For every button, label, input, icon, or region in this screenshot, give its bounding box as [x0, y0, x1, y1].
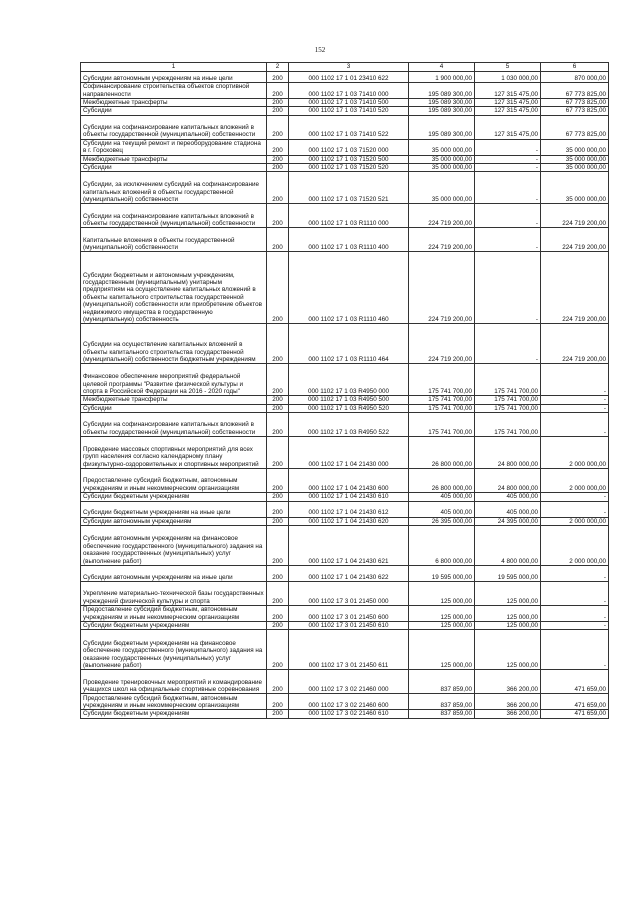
table-row	[81, 606, 609, 622]
budget-table	[80, 62, 609, 719]
table-row	[81, 228, 609, 252]
header-cell: 6	[541, 63, 609, 72]
row-code-cell: 200	[267, 364, 289, 396]
row-kbk-cell: 000 1102 17 3 02 21460 610	[289, 710, 409, 718]
table-row	[81, 172, 609, 204]
row-name-cell: Субсидии на софинансирование капитальных вложений в объекты государственной (муниципальной) собственности	[81, 115, 267, 139]
row-approved-cell: 6 800 000,00	[409, 526, 475, 566]
header-row	[81, 63, 609, 72]
row-regional-cell: 35 000 000,00	[541, 155, 609, 163]
row-code-cell: 200	[267, 493, 289, 501]
row-regional-cell: 471 659,00	[541, 670, 609, 694]
row-code-cell: 200	[267, 99, 289, 107]
row-kbk-cell: 000 1102 17 3 01 21450 000	[289, 582, 409, 606]
row-federal-cell: 127 315 475,00	[475, 115, 541, 139]
row-regional-cell: 35 000 000,00	[541, 164, 609, 172]
table-row	[81, 413, 609, 437]
row-approved-cell: 125 000,00	[409, 582, 475, 606]
row-approved-cell: 195 089 300,00	[409, 83, 475, 99]
row-name-cell: Субсидии бюджетным учреждениям	[81, 622, 267, 630]
row-name-cell: Субсидии бюджетным учреждениям	[81, 710, 267, 718]
row-name-cell: Предоставление субсидий бюджетным, автономным учреждениям и иным некоммерческим организациям	[81, 606, 267, 622]
table-row	[81, 99, 609, 107]
header-cell: 2	[267, 63, 289, 72]
row-regional-cell: -	[541, 364, 609, 396]
row-code-cell: 200	[267, 204, 289, 228]
row-code-cell: 200	[267, 582, 289, 606]
row-kbk-cell: 000 1102 17 1 03 R4950 000	[289, 364, 409, 396]
row-code-cell: 200	[267, 155, 289, 163]
table-row	[81, 364, 609, 396]
row-federal-cell: 175 741 700,00	[475, 404, 541, 412]
row-federal-cell: 405 000,00	[475, 501, 541, 517]
table-row	[81, 139, 609, 155]
row-kbk-cell: 000 1102 17 1 03 71520 500	[289, 155, 409, 163]
row-regional-cell: 35 000 000,00	[541, 172, 609, 204]
row-code-cell: 200	[267, 413, 289, 437]
row-code-cell: 200	[267, 630, 289, 670]
row-code-cell: 200	[267, 107, 289, 115]
row-kbk-cell: 000 1102 17 1 03 71410 522	[289, 115, 409, 139]
row-approved-cell: 1 900 000,00	[409, 72, 475, 83]
table-row	[81, 115, 609, 139]
row-regional-cell: 471 659,00	[541, 694, 609, 710]
header-cell: 1	[81, 63, 267, 72]
table-row	[81, 155, 609, 163]
row-federal-cell: 405 000,00	[475, 493, 541, 501]
row-approved-cell: 837 859,00	[409, 694, 475, 710]
row-code-cell: 200	[267, 115, 289, 139]
row-kbk-cell: 000 1102 17 1 03 R1110 460	[289, 252, 409, 324]
row-federal-cell: 4 800 000,00	[475, 526, 541, 566]
row-regional-cell: 67 773 825,00	[541, 107, 609, 115]
row-code-cell: 200	[267, 501, 289, 517]
row-federal-cell: 125 000,00	[475, 606, 541, 622]
row-federal-cell: 24 800 000,00	[475, 437, 541, 469]
row-name-cell: Межбюджетные трансферты	[81, 396, 267, 404]
table-row	[81, 396, 609, 404]
row-name-cell: Субсидии бюджетным учреждениям на финансовое обеспечение государственного (муниципального) задания на оказание государственных (муниципальных) услуг (выполнение работ)	[81, 630, 267, 670]
row-approved-cell: 26 395 000,00	[409, 517, 475, 525]
row-regional-cell: 67 773 825,00	[541, 115, 609, 139]
row-federal-cell: -	[475, 155, 541, 163]
row-code-cell: 200	[267, 404, 289, 412]
row-kbk-cell: 000 1102 17 3 01 21450 610	[289, 622, 409, 630]
row-kbk-cell: 000 1102 17 1 03 R1110 464	[289, 324, 409, 364]
row-name-cell: Субсидии бюджетным учреждениям	[81, 493, 267, 501]
row-regional-cell: 2 000 000,00	[541, 526, 609, 566]
row-name-cell: Софинансирование строительства объектов спортивной направленности	[81, 83, 267, 99]
row-kbk-cell: 000 1102 17 1 04 21430 612	[289, 501, 409, 517]
row-code-cell: 200	[267, 83, 289, 99]
row-federal-cell: -	[475, 172, 541, 204]
row-kbk-cell: 000 1102 17 1 03 R4950 520	[289, 404, 409, 412]
row-federal-cell: 125 000,00	[475, 582, 541, 606]
table-row	[81, 324, 609, 364]
row-federal-cell: -	[475, 252, 541, 324]
table-row	[81, 469, 609, 493]
row-regional-cell: 471 659,00	[541, 710, 609, 718]
table-row	[81, 622, 609, 630]
row-code-cell: 200	[267, 324, 289, 364]
row-approved-cell: 405 000,00	[409, 493, 475, 501]
row-name-cell: Субсидии автономным учреждениям	[81, 517, 267, 525]
table-row	[81, 107, 609, 115]
table-row	[81, 252, 609, 324]
row-regional-cell: 35 000 000,00	[541, 139, 609, 155]
row-regional-cell: 2 000 000,00	[541, 517, 609, 525]
row-federal-cell: 19 595 000,00	[475, 566, 541, 582]
row-approved-cell: 195 089 300,00	[409, 99, 475, 107]
row-name-cell: Субсидии на софинансирование капитальных вложений в объекты государственной (муниципальной) собственности	[81, 413, 267, 437]
row-federal-cell: 127 315 475,00	[475, 99, 541, 107]
row-code-cell: 200	[267, 694, 289, 710]
row-kbk-cell: 000 1102 17 1 03 R1110 400	[289, 228, 409, 252]
row-name-cell: Проведение тренировочных мероприятий и командирование учащихся школ на официальные спортивные соревнования	[81, 670, 267, 694]
row-approved-cell: 125 000,00	[409, 630, 475, 670]
row-regional-cell: -	[541, 396, 609, 404]
row-name-cell: Межбюджетные трансферты	[81, 155, 267, 163]
row-approved-cell: 224 719 200,00	[409, 324, 475, 364]
row-name-cell: Субсидии на софинансирование капитальных вложений в объекты государственной (муниципальной) собственности	[81, 204, 267, 228]
table-row	[81, 72, 609, 83]
row-regional-cell: 224 719 200,00	[541, 204, 609, 228]
row-kbk-cell: 000 1102 17 1 03 71410 000	[289, 83, 409, 99]
row-approved-cell: 175 741 700,00	[409, 404, 475, 412]
row-code-cell: 200	[267, 252, 289, 324]
row-kbk-cell: 000 1102 17 1 04 21430 621	[289, 526, 409, 566]
row-federal-cell: 366 200,00	[475, 670, 541, 694]
row-federal-cell: 175 741 700,00	[475, 364, 541, 396]
row-name-cell: Субсидии, за исключением субсидий на софинансирование капитальных вложений в объекты государственной (муниципальной) собственности	[81, 172, 267, 204]
row-regional-cell: 870 000,00	[541, 72, 609, 83]
row-kbk-cell: 000 1102 17 3 02 21460 600	[289, 694, 409, 710]
row-federal-cell: 125 000,00	[475, 630, 541, 670]
row-code-cell: 200	[267, 710, 289, 718]
row-kbk-cell: 000 1102 17 1 04 21430 610	[289, 493, 409, 501]
row-name-cell: Субсидии автономным учреждениям на иные цели	[81, 72, 267, 83]
row-kbk-cell: 000 1102 17 3 01 21450 611	[289, 630, 409, 670]
row-regional-cell: 224 719 200,00	[541, 228, 609, 252]
row-federal-cell: -	[475, 164, 541, 172]
row-approved-cell: 19 595 000,00	[409, 566, 475, 582]
row-approved-cell: 35 000 000,00	[409, 139, 475, 155]
table-row	[81, 164, 609, 172]
row-federal-cell: 366 200,00	[475, 710, 541, 718]
row-federal-cell: 24 800 000,00	[475, 469, 541, 493]
row-approved-cell: 175 741 700,00	[409, 364, 475, 396]
row-approved-cell: 195 089 300,00	[409, 107, 475, 115]
row-name-cell: Субсидии	[81, 404, 267, 412]
row-name-cell: Субсидии на осуществление капитальных вложений в объекты капитального строительства государственной (муниципальной) собственности бюджетным учреждениям	[81, 324, 267, 364]
row-name-cell: Субсидии	[81, 107, 267, 115]
table-row	[81, 582, 609, 606]
row-kbk-cell: 000 1102 17 1 03 R1110 000	[289, 204, 409, 228]
row-name-cell: Субсидии на текущий ремонт и переоборудование стадиона в г. Горсковец	[81, 139, 267, 155]
table-row	[81, 694, 609, 710]
row-federal-cell: -	[475, 204, 541, 228]
row-code-cell: 200	[267, 164, 289, 172]
row-regional-cell: -	[541, 501, 609, 517]
row-code-cell: 200	[267, 139, 289, 155]
table-row	[81, 501, 609, 517]
row-regional-cell: -	[541, 630, 609, 670]
row-federal-cell: -	[475, 324, 541, 364]
row-regional-cell: -	[541, 413, 609, 437]
row-kbk-cell: 000 1102 17 1 04 21430 620	[289, 517, 409, 525]
table-row	[81, 526, 609, 566]
row-approved-cell: 224 719 200,00	[409, 204, 475, 228]
row-regional-cell: -	[541, 404, 609, 412]
row-kbk-cell: 000 1102 17 1 03 71520 520	[289, 164, 409, 172]
row-approved-cell: 837 859,00	[409, 710, 475, 718]
row-name-cell: Финансовое обеспечение мероприятий федеральной целевой программы "Развитие физической культуры и спорта в Российской Федерации на 2016 - 2020 годы"	[81, 364, 267, 396]
row-regional-cell: -	[541, 566, 609, 582]
row-federal-cell: 175 741 700,00	[475, 413, 541, 437]
row-approved-cell: 35 000 000,00	[409, 155, 475, 163]
row-kbk-cell: 000 1102 17 1 01 23410 622	[289, 72, 409, 83]
row-name-cell: Субсидии автономным учреждениям на финансовое обеспечение государственного (муниципального) задания на оказание государственных (муниципальных) услуг (выполнение работ)	[81, 526, 267, 566]
row-code-cell: 200	[267, 469, 289, 493]
row-regional-cell: 224 719 200,00	[541, 324, 609, 364]
row-regional-cell: 67 773 825,00	[541, 99, 609, 107]
row-regional-cell: 2 000 000,00	[541, 437, 609, 469]
table-row	[81, 404, 609, 412]
row-kbk-cell: 000 1102 17 3 01 21450 600	[289, 606, 409, 622]
table-row	[81, 83, 609, 99]
row-kbk-cell: 000 1102 17 3 02 21460 000	[289, 670, 409, 694]
row-federal-cell: 127 315 475,00	[475, 107, 541, 115]
table-row	[81, 437, 609, 469]
row-code-cell: 200	[267, 606, 289, 622]
row-code-cell: 200	[267, 670, 289, 694]
row-approved-cell: 125 000,00	[409, 622, 475, 630]
row-code-cell: 200	[267, 566, 289, 582]
row-kbk-cell: 000 1102 17 1 04 21430 622	[289, 566, 409, 582]
row-name-cell: Укрепление материально-технической базы государственных учреждений физической культуры и спорта	[81, 582, 267, 606]
row-name-cell: Субсидии автономным учреждениям на иные цели	[81, 566, 267, 582]
row-name-cell: Субсидии бюджетным и автономным учреждениям, государственным (муниципальным) унитарным предприятиям на осуществление капитальных вложений в объекты капитального строительства государственной (муниципальной) собственности или приобретение объектов недвижимого имущества в государственную (муниципальную) собственность	[81, 252, 267, 324]
row-kbk-cell: 000 1102 17 1 03 R4950 500	[289, 396, 409, 404]
row-kbk-cell: 000 1102 17 1 03 71410 500	[289, 99, 409, 107]
row-kbk-cell: 000 1102 17 1 03 71520 000	[289, 139, 409, 155]
row-name-cell: Субсидии	[81, 164, 267, 172]
row-code-cell: 200	[267, 437, 289, 469]
row-name-cell: Субсидии бюджетным учреждениям на иные цели	[81, 501, 267, 517]
table-row	[81, 710, 609, 718]
row-kbk-cell: 000 1102 17 1 03 R4950 522	[289, 413, 409, 437]
row-code-cell: 200	[267, 172, 289, 204]
row-regional-cell: -	[541, 622, 609, 630]
row-approved-cell: 26 800 000,00	[409, 437, 475, 469]
row-regional-cell: 2 000 000,00	[541, 469, 609, 493]
row-approved-cell: 224 719 200,00	[409, 228, 475, 252]
row-name-cell: Капитальные вложения в объекты государственной (муниципальной) собственности	[81, 228, 267, 252]
row-code-cell: 200	[267, 517, 289, 525]
header-cell: 5	[475, 63, 541, 72]
row-kbk-cell: 000 1102 17 1 03 71410 520	[289, 107, 409, 115]
table-row	[81, 517, 609, 525]
header-cell: 3	[289, 63, 409, 72]
row-approved-cell: 26 800 000,00	[409, 469, 475, 493]
row-approved-cell: 125 000,00	[409, 606, 475, 622]
row-approved-cell: 837 859,00	[409, 670, 475, 694]
row-approved-cell: 195 089 300,00	[409, 115, 475, 139]
table-row	[81, 566, 609, 582]
row-code-cell: 200	[267, 228, 289, 252]
row-name-cell: Предоставление субсидий бюджетным, автономным учреждениям и иным некоммерческим организациям	[81, 694, 267, 710]
row-regional-cell: 224 719 200,00	[541, 252, 609, 324]
row-approved-cell: 175 741 700,00	[409, 396, 475, 404]
row-approved-cell: 405 000,00	[409, 501, 475, 517]
table-row	[81, 493, 609, 501]
row-federal-cell: 175 741 700,00	[475, 396, 541, 404]
row-name-cell: Проведение массовых спортивных мероприятий для всех групп населения согласно календарному плану физкультурно-оздоровительных и спортивных мероприятий	[81, 437, 267, 469]
row-name-cell: Предоставление субсидий бюджетным, автономным учреждениям и иным некоммерческим организациям	[81, 469, 267, 493]
row-kbk-cell: 000 1102 17 1 04 21430 600	[289, 469, 409, 493]
table-row	[81, 630, 609, 670]
row-federal-cell: 125 000,00	[475, 622, 541, 630]
row-code-cell: 200	[267, 72, 289, 83]
row-approved-cell: 175 741 700,00	[409, 413, 475, 437]
row-regional-cell: -	[541, 606, 609, 622]
row-regional-cell: -	[541, 582, 609, 606]
header-cell: 4	[409, 63, 475, 72]
row-code-cell: 200	[267, 526, 289, 566]
row-approved-cell: 35 000 000,00	[409, 164, 475, 172]
row-kbk-cell: 000 1102 17 1 04 21430 000	[289, 437, 409, 469]
row-regional-cell: 67 773 825,00	[541, 83, 609, 99]
table-row	[81, 670, 609, 694]
row-federal-cell: 127 315 475,00	[475, 83, 541, 99]
row-federal-cell: -	[475, 139, 541, 155]
row-federal-cell: -	[475, 228, 541, 252]
row-name-cell: Межбюджетные трансферты	[81, 99, 267, 107]
table-row	[81, 204, 609, 228]
row-kbk-cell: 000 1102 17 1 03 71520 521	[289, 172, 409, 204]
row-code-cell: 200	[267, 622, 289, 630]
row-federal-cell: 1 030 000,00	[475, 72, 541, 83]
row-code-cell: 200	[267, 396, 289, 404]
row-approved-cell: 35 000 000,00	[409, 172, 475, 204]
row-federal-cell: 24 395 000,00	[475, 517, 541, 525]
row-regional-cell: -	[541, 493, 609, 501]
row-approved-cell: 224 719 200,00	[409, 252, 475, 324]
page-number: 152	[314, 46, 326, 54]
row-federal-cell: 366 200,00	[475, 694, 541, 710]
